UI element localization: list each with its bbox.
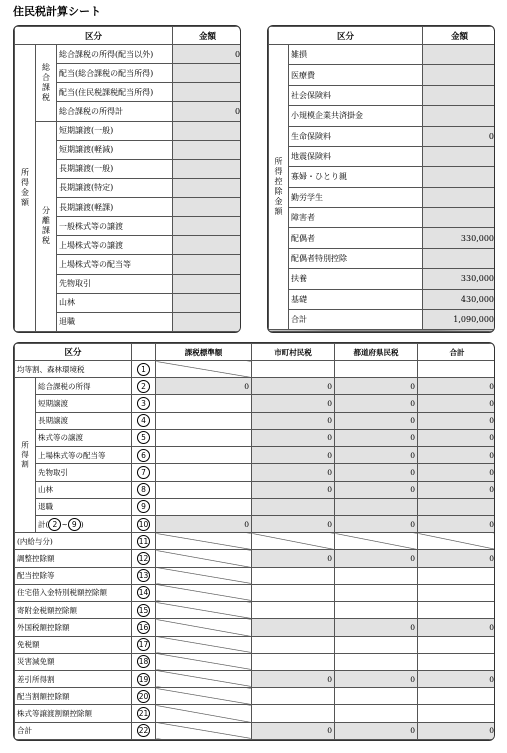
tax-item-label: 合計 bbox=[15, 722, 132, 739]
tax-value-field[interactable]: 0 bbox=[335, 447, 418, 464]
income-item-label: 上場株式等の譲渡 bbox=[57, 236, 173, 255]
deduction-amount-field[interactable]: 0 bbox=[423, 126, 495, 146]
deduction-row bbox=[269, 208, 496, 228]
income-amount-field[interactable] bbox=[173, 159, 241, 178]
circled-number: 6 bbox=[137, 449, 150, 462]
circled-number: 19 bbox=[138, 674, 149, 684]
tax-value-field[interactable] bbox=[418, 361, 495, 378]
deduction-blank-row bbox=[269, 330, 496, 332]
tax-value-field[interactable] bbox=[156, 636, 252, 653]
deduction-item-label: 勤労学生 bbox=[289, 187, 423, 207]
deduction-group-label: 所得控除金額 bbox=[269, 45, 289, 330]
page-title: 住民税計算シート bbox=[13, 5, 101, 18]
tax-value-field[interactable]: 0 bbox=[156, 515, 252, 532]
row-number bbox=[132, 447, 156, 464]
tax-item-label: 災害減免額 bbox=[15, 653, 132, 670]
tax-row bbox=[15, 447, 496, 464]
tax-value-field[interactable] bbox=[156, 498, 252, 515]
deduction-row bbox=[269, 167, 496, 187]
deduction-row bbox=[269, 106, 496, 126]
tax-value-field[interactable]: 0 bbox=[335, 481, 418, 498]
tax-row bbox=[15, 412, 496, 429]
tax-value-field[interactable] bbox=[335, 705, 418, 722]
tax-value-field[interactable]: 0 bbox=[156, 378, 252, 395]
row-number bbox=[132, 498, 156, 515]
tax-value-field[interactable]: 0 bbox=[335, 378, 418, 395]
row-number bbox=[132, 412, 156, 429]
tax-value-field[interactable] bbox=[335, 653, 418, 670]
tax-value-field[interactable] bbox=[335, 533, 418, 550]
blank-cell bbox=[269, 330, 496, 332]
tax-value-field[interactable] bbox=[156, 533, 252, 550]
tax-row bbox=[15, 515, 496, 532]
row-number bbox=[132, 688, 156, 705]
income-amount-field[interactable] bbox=[173, 274, 241, 293]
circled-number: 5 bbox=[137, 431, 150, 444]
tax-value-field[interactable] bbox=[156, 688, 252, 705]
income-amount-field[interactable]: 0 bbox=[173, 45, 241, 64]
deduction-row bbox=[269, 126, 496, 146]
income-amount-field[interactable] bbox=[173, 83, 241, 102]
tax-item-label-text: ) bbox=[80, 519, 84, 529]
tax-head-col: 合計 bbox=[418, 344, 495, 361]
tax-value-field[interactable] bbox=[418, 688, 495, 705]
tax-value-field[interactable] bbox=[156, 464, 252, 481]
tax-value-field[interactable] bbox=[156, 567, 252, 584]
deduction-item-label: 地震保険料 bbox=[289, 146, 423, 166]
tax-header-row bbox=[15, 344, 496, 361]
tax-row bbox=[15, 670, 496, 687]
deduction-item-label: 生命保険料 bbox=[289, 126, 423, 146]
row-number bbox=[132, 429, 156, 446]
tax-value-field[interactable]: 0 bbox=[252, 395, 335, 412]
tax-item-label: 外国税額控除額 bbox=[15, 619, 132, 636]
tax-value-field[interactable] bbox=[252, 653, 335, 670]
tax-row bbox=[15, 395, 496, 412]
tax-item-label: 短期譲渡 bbox=[36, 395, 132, 412]
tax-value-field[interactable] bbox=[252, 584, 335, 601]
tax-row bbox=[15, 653, 496, 670]
income-item-label: 山林 bbox=[57, 293, 173, 312]
row-number bbox=[132, 636, 156, 653]
circled-number: 17 bbox=[138, 640, 149, 650]
tax-value-field[interactable] bbox=[252, 602, 335, 619]
tax-row bbox=[15, 722, 496, 739]
circled-number: 15 bbox=[138, 605, 149, 615]
tax-item-label: 調整控除額 bbox=[15, 550, 132, 567]
deduction-item-label: 障害者 bbox=[289, 208, 423, 228]
tax-value-field[interactable] bbox=[418, 567, 495, 584]
tax-value-field[interactable]: 0 bbox=[252, 550, 335, 567]
tax-value-field[interactable] bbox=[335, 584, 418, 601]
tax-row bbox=[15, 498, 496, 515]
income-row bbox=[15, 121, 242, 140]
income-amount-field[interactable] bbox=[173, 64, 241, 83]
deduction-row bbox=[269, 65, 496, 85]
tax-row bbox=[15, 602, 496, 619]
income-amount-field[interactable] bbox=[173, 255, 241, 274]
tax-value-field[interactable]: 0 bbox=[252, 722, 335, 739]
income-amount-field[interactable] bbox=[173, 217, 241, 236]
circled-number: 20 bbox=[138, 691, 149, 701]
tax-row bbox=[15, 378, 496, 395]
tax-value-field[interactable] bbox=[335, 567, 418, 584]
tax-value-field[interactable] bbox=[335, 361, 418, 378]
tax-item-label: 均等割、森林環境税 bbox=[15, 361, 132, 378]
row-number bbox=[132, 464, 156, 481]
tax-value-field[interactable] bbox=[252, 688, 335, 705]
row-number bbox=[132, 670, 156, 687]
tax-value-field[interactable] bbox=[418, 584, 495, 601]
income-head-label: 区分 bbox=[15, 27, 173, 45]
circled-number: 4 bbox=[137, 414, 150, 427]
tax-item-label: 住宅借入金特別税額控除額 bbox=[15, 584, 132, 601]
tax-value-field[interactable] bbox=[156, 722, 252, 739]
income-item-label: 短期譲渡(一般) bbox=[57, 121, 173, 140]
income-item-label: 先物取引 bbox=[57, 274, 173, 293]
row-number bbox=[132, 567, 156, 584]
tax-value-field[interactable] bbox=[418, 653, 495, 670]
deduction-amount-field[interactable] bbox=[423, 106, 495, 126]
deduction-amount-field[interactable] bbox=[423, 248, 495, 268]
circled-number: 12 bbox=[138, 554, 149, 564]
income-group-label: 所得金額 bbox=[15, 45, 36, 332]
deduction-row bbox=[269, 228, 496, 248]
tax-value-field[interactable]: 0 bbox=[418, 412, 495, 429]
deduction-row bbox=[269, 248, 496, 268]
income-amount-field[interactable] bbox=[173, 312, 241, 331]
tax-value-field[interactable] bbox=[156, 602, 252, 619]
income-amount-field[interactable] bbox=[173, 293, 241, 312]
tax-value-field[interactable]: 0 bbox=[418, 447, 495, 464]
circled-number: 8 bbox=[137, 483, 150, 496]
deduction-row bbox=[269, 146, 496, 166]
bunri-label: 分離課税 bbox=[36, 121, 57, 332]
tax-value-field[interactable]: 0 bbox=[335, 550, 418, 567]
tax-value-field[interactable]: 0 bbox=[252, 378, 335, 395]
tax-head-col: 市町村民税 bbox=[252, 344, 335, 361]
tax-item-label: (内給与分) bbox=[15, 533, 132, 550]
tax-item-label: 配当割額控除額 bbox=[15, 688, 132, 705]
circled-number: 1 bbox=[137, 363, 150, 376]
circled-number: 11 bbox=[138, 536, 149, 546]
income-item-label: 配当(住民税課税配当所得) bbox=[57, 83, 173, 102]
tax-value-field[interactable] bbox=[335, 688, 418, 705]
tax-value-field[interactable] bbox=[418, 602, 495, 619]
tax-value-field[interactable] bbox=[156, 705, 252, 722]
tax-value-field[interactable]: 0 bbox=[335, 412, 418, 429]
deduction-amount-field[interactable] bbox=[423, 208, 495, 228]
tax-item-label: 総合課税の所得 bbox=[36, 378, 132, 395]
deduction-item-label: 社会保険料 bbox=[289, 85, 423, 105]
tax-head-label: 区分 bbox=[15, 344, 132, 361]
tax-value-field[interactable]: 0 bbox=[418, 619, 495, 636]
tax-head-col: 都道府県民税 bbox=[335, 344, 418, 361]
tax-value-field[interactable] bbox=[418, 705, 495, 722]
tax-item-label: 免税額 bbox=[15, 636, 132, 653]
circled-number: 9 bbox=[68, 518, 81, 531]
tax-item-label-text: 計( bbox=[38, 519, 49, 529]
tax-item-label: 退職 bbox=[36, 498, 132, 515]
deduction-item-label: 寡婦・ひとり親 bbox=[289, 167, 423, 187]
circled-number: 2 bbox=[137, 380, 150, 393]
row-number bbox=[132, 705, 156, 722]
tax-value-field[interactable] bbox=[335, 602, 418, 619]
circled-number: 10 bbox=[138, 519, 149, 529]
deduction-amount-field[interactable] bbox=[423, 45, 495, 65]
circled-number: 9 bbox=[137, 500, 150, 513]
tax-value-field[interactable]: 0 bbox=[335, 464, 418, 481]
row-number bbox=[132, 722, 156, 739]
tax-item-label: 株式等の譲渡 bbox=[36, 429, 132, 446]
circled-number: 2 bbox=[48, 518, 61, 531]
shotoku-label: 所得割 bbox=[15, 378, 36, 533]
tax-value-field[interactable]: 0 bbox=[418, 481, 495, 498]
tax-item-label: 株式等譲渡割額控除額 bbox=[15, 705, 132, 722]
deduction-amount-field[interactable] bbox=[423, 85, 495, 105]
deduction-row bbox=[269, 187, 496, 207]
row-number bbox=[132, 653, 156, 670]
circled-number: 21 bbox=[138, 708, 149, 718]
tax-value-field[interactable] bbox=[418, 533, 495, 550]
tax-value-field[interactable]: 0 bbox=[252, 481, 335, 498]
tax-value-field[interactable] bbox=[252, 361, 335, 378]
circled-number: 13 bbox=[138, 571, 149, 581]
deduction-amount-field[interactable]: 330,000 bbox=[423, 269, 495, 289]
tax-value-field[interactable] bbox=[252, 636, 335, 653]
tax-value-field[interactable] bbox=[335, 498, 418, 515]
tax-item-label: 配当控除等 bbox=[15, 567, 132, 584]
tax-value-field[interactable]: 0 bbox=[418, 378, 495, 395]
deduction-item-label: 小規模企業共済掛金 bbox=[289, 106, 423, 126]
tax-value-field[interactable]: 0 bbox=[418, 550, 495, 567]
deduction-item-label: 医療費 bbox=[289, 65, 423, 85]
income-amount-field[interactable]: 0 bbox=[173, 102, 241, 121]
tax-value-field[interactable]: 0 bbox=[252, 515, 335, 532]
circled-number: 16 bbox=[138, 622, 149, 632]
tax-value-field[interactable]: 0 bbox=[252, 464, 335, 481]
tax-row bbox=[15, 550, 496, 567]
tax-value-field[interactable]: 0 bbox=[335, 515, 418, 532]
tax-value-field[interactable]: 0 bbox=[418, 722, 495, 739]
tax-item-label: 差引所得割 bbox=[15, 670, 132, 687]
deduction-item-label: 合計 bbox=[289, 309, 423, 329]
tax-value-field[interactable] bbox=[252, 498, 335, 515]
deduction-item-label: 基礎 bbox=[289, 289, 423, 309]
tax-value-field[interactable]: 0 bbox=[418, 515, 495, 532]
tax-row bbox=[15, 361, 496, 378]
income-item-label: 退職 bbox=[57, 312, 173, 331]
tax-value-field[interactable] bbox=[252, 567, 335, 584]
income-amount-field[interactable] bbox=[173, 198, 241, 217]
tax-value-field[interactable]: 0 bbox=[335, 429, 418, 446]
deduction-head-label: 区分 bbox=[269, 27, 423, 45]
deduction-amount-field[interactable]: 330,000 bbox=[423, 228, 495, 248]
tax-value-field[interactable] bbox=[156, 361, 252, 378]
deduction-amount-field[interactable] bbox=[423, 187, 495, 207]
income-amount-field[interactable] bbox=[173, 236, 241, 255]
row-number bbox=[132, 481, 156, 498]
tax-head-col: 課税標準額 bbox=[156, 344, 252, 361]
deduction-amount-field[interactable] bbox=[423, 65, 495, 85]
income-amount-field[interactable] bbox=[173, 140, 241, 159]
tax-item-label: 長期譲渡 bbox=[36, 412, 132, 429]
tax-value-field[interactable] bbox=[156, 653, 252, 670]
income-item-label: 総合課税の所得(配当以外) bbox=[57, 45, 173, 64]
tax-value-field[interactable] bbox=[252, 705, 335, 722]
row-number bbox=[132, 550, 156, 567]
tax-value-field[interactable]: 0 bbox=[252, 447, 335, 464]
income-header-row bbox=[15, 27, 242, 45]
tax-value-field[interactable]: 0 bbox=[418, 670, 495, 687]
tax-item-label bbox=[36, 515, 132, 532]
income-amount-field[interactable] bbox=[173, 121, 241, 140]
tax-table bbox=[13, 342, 495, 741]
tax-value-field[interactable]: 0 bbox=[335, 619, 418, 636]
tax-item-label: 寄附金税額控除額 bbox=[15, 602, 132, 619]
row-number bbox=[132, 619, 156, 636]
deduction-item-label: 雑損 bbox=[289, 45, 423, 65]
deduction-table bbox=[267, 25, 495, 333]
income-head-amount: 金額 bbox=[173, 27, 241, 45]
circled-number: 14 bbox=[138, 588, 149, 598]
tax-value-field[interactable]: 0 bbox=[252, 670, 335, 687]
tax-value-field[interactable] bbox=[156, 395, 252, 412]
row-number bbox=[132, 533, 156, 550]
deduction-amount-field[interactable] bbox=[423, 146, 495, 166]
deduction-row bbox=[269, 269, 496, 289]
tax-value-field[interactable] bbox=[156, 670, 252, 687]
tax-value-field[interactable] bbox=[156, 481, 252, 498]
tax-value-field[interactable] bbox=[418, 498, 495, 515]
deduction-row bbox=[269, 289, 496, 309]
tax-row bbox=[15, 636, 496, 653]
deduction-row bbox=[269, 309, 496, 329]
row-number bbox=[132, 361, 156, 378]
deduction-item-label: 配偶者特別控除 bbox=[289, 248, 423, 268]
tax-item-label: 山林 bbox=[36, 481, 132, 498]
tax-row bbox=[15, 481, 496, 498]
tax-value-field[interactable] bbox=[252, 533, 335, 550]
income-item-label: 長期譲渡(一般) bbox=[57, 159, 173, 178]
deduction-amount-field[interactable]: 1,090,000 bbox=[423, 309, 495, 329]
income-item-label: 一般株式等の譲渡 bbox=[57, 217, 173, 236]
tax-row bbox=[15, 705, 496, 722]
income-item-label: 長期譲渡(軽課) bbox=[57, 198, 173, 217]
tax-value-field[interactable]: 0 bbox=[335, 670, 418, 687]
tax-value-field[interactable]: 0 bbox=[252, 412, 335, 429]
deduction-row bbox=[269, 85, 496, 105]
tax-value-field[interactable] bbox=[418, 636, 495, 653]
deduction-item-label: 扶養 bbox=[289, 269, 423, 289]
tax-value-field[interactable] bbox=[156, 584, 252, 601]
tax-row bbox=[15, 567, 496, 584]
row-number bbox=[132, 602, 156, 619]
circled-number: 18 bbox=[138, 657, 149, 667]
circled-number: 3 bbox=[137, 397, 150, 410]
circled-number: 22 bbox=[138, 726, 149, 736]
deduction-head-amount: 金額 bbox=[423, 27, 495, 45]
income-item-label: 上場株式等の配当等 bbox=[57, 255, 173, 274]
tax-value-field[interactable] bbox=[335, 636, 418, 653]
tax-value-field[interactable] bbox=[156, 550, 252, 567]
income-item-label: 総合課税の所得計 bbox=[57, 102, 173, 121]
income-item-label: 長期譲渡(特定) bbox=[57, 178, 173, 197]
tax-row bbox=[15, 619, 496, 636]
income-item-label: 短期譲渡(軽減) bbox=[57, 140, 173, 159]
tax-value-field[interactable]: 0 bbox=[335, 395, 418, 412]
row-number bbox=[132, 515, 156, 532]
deduction-header-row bbox=[269, 27, 496, 45]
tax-value-field[interactable]: 0 bbox=[418, 429, 495, 446]
tax-row bbox=[15, 464, 496, 481]
income-amount-field[interactable] bbox=[173, 178, 241, 197]
sogo-label: 総合課税 bbox=[36, 45, 57, 122]
tax-value-field[interactable] bbox=[156, 429, 252, 446]
row-number bbox=[132, 395, 156, 412]
tax-value-field[interactable] bbox=[252, 619, 335, 636]
income-item-label: 配当(総合課税の配当所得) bbox=[57, 64, 173, 83]
tax-value-field[interactable] bbox=[156, 619, 252, 636]
tax-row bbox=[15, 429, 496, 446]
tax-head-no bbox=[132, 344, 156, 361]
tax-value-field[interactable]: 0 bbox=[418, 464, 495, 481]
tax-row bbox=[15, 533, 496, 550]
tax-item-label: 上場株式等の配当等 bbox=[36, 447, 132, 464]
income-table bbox=[13, 25, 241, 333]
tax-row bbox=[15, 688, 496, 705]
deduction-amount-field[interactable]: 430,000 bbox=[423, 289, 495, 309]
tax-value-field[interactable]: 0 bbox=[418, 395, 495, 412]
tax-value-field[interactable] bbox=[156, 447, 252, 464]
tax-value-field[interactable] bbox=[156, 412, 252, 429]
deduction-item-label: 配偶者 bbox=[289, 228, 423, 248]
tax-value-field[interactable]: 0 bbox=[335, 722, 418, 739]
tax-value-field[interactable]: 0 bbox=[252, 429, 335, 446]
tax-item-label: 先物取引 bbox=[36, 464, 132, 481]
tax-row bbox=[15, 584, 496, 601]
tax-item-label-text: ~ bbox=[61, 519, 68, 529]
row-number bbox=[132, 584, 156, 601]
deduction-row bbox=[269, 45, 496, 65]
deduction-amount-field[interactable] bbox=[423, 167, 495, 187]
circled-number: 7 bbox=[137, 466, 150, 479]
income-row bbox=[15, 45, 242, 64]
row-number bbox=[132, 378, 156, 395]
